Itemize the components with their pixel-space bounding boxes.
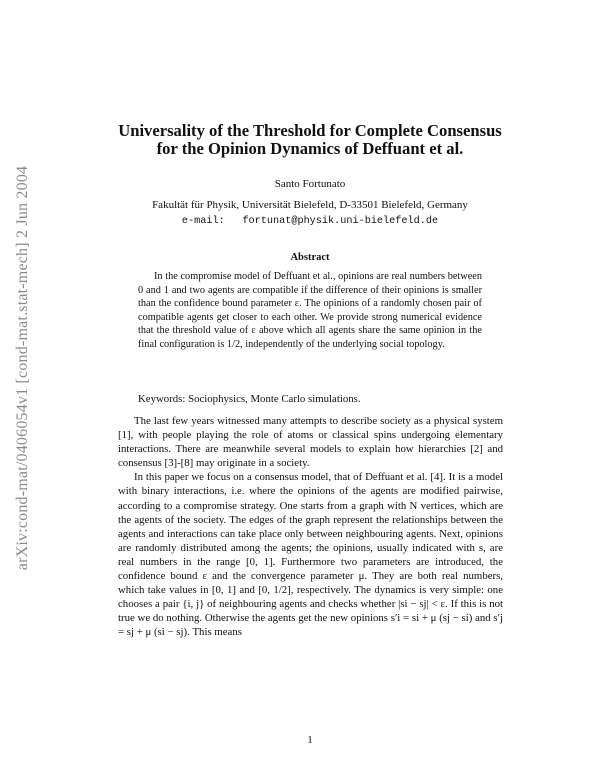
author-name: Santo Fortunato	[274, 178, 346, 190]
abstract-paragraph: In the compromise model of Deffuant et al., opinions are real numbers between 0 and 1 and two agents are compatible if the difference of their opinions is smaller than the confidence bound parameter ε. The opinions of a randomly chosen pair of compatible agents get closer to each other. We provide strong numerical evidence that the threshold value of ε above which all agents share the same opinion in the final configuration is 1/2, independently of the underlying social topology.	[138, 271, 482, 350]
affiliation: Fakultät für Physik, Universität Bielefeld, D-33501 Bielefeld, Germany	[152, 199, 468, 211]
abstract-heading: Abstract	[290, 252, 330, 263]
arxiv-sidebar	[6, 118, 40, 618]
keywords: Keywords: Sociophysics, Monte Carlo simulations.	[138, 393, 361, 405]
email-address[interactable]: fortunat@physik.uni-bielefeld.de	[242, 216, 439, 227]
page-number: 1	[307, 734, 313, 746]
body-text	[118, 414, 503, 640]
email-label: e-mail:	[181, 216, 225, 227]
title-line-2: for the Opinion Dynamics of Deffuant et al.	[156, 139, 464, 158]
body-paragraph-2: In this paper we focus on a consensus model, that of Deffuant et al. [4]. It is a model with binary interactions, i.e. where the opinions of the agents are modified pairwise, according to a compromise strategy. One starts from a graph with N vertices, which are the agents of the society. The edges of the graph represent the relationships between the agents and interactions can take place only between neighbouring agents. Next, opinions are randomly distributed among the agents; the opinions, usually indicated with s, are real numbers in the range [0, 1]. Furthermore two parameters are introduced, the confidence bound ε and the convergence parameter μ. They are both real numbers, which take values in [0, 1] and [0, 1/2], respectively. The dynamics is very simple: one chooses a pair {i, j} of neighbouring agents and checks whether |si − sj| < ε. If this is not true we do nothing. Otherwise the agents get the new opinions s′i = si + μ (sj − si) and s′j = sj + μ (si − sj). This means	[118, 471, 503, 639]
paper-title	[60, 122, 560, 158]
email-line	[60, 213, 560, 229]
abstract-text	[138, 270, 482, 352]
affiliation-block	[60, 198, 560, 229]
body-paragraph-1: The last few years witnessed many attempts to describe society as a physical system [1], with people playing the role of atoms or classical spins undergoing elementary interactions. There are meanwhile several models to explain how hierarchies [2] and consensus [3]-[8] may originate in a society.	[118, 415, 503, 470]
title-line-1: Universality of the Threshold for Complete Consensus	[118, 121, 502, 140]
arxiv-identifier[interactable]: arXiv:cond-mat/0406054v1 [cond-mat.stat-mech] 2 Jun 2004	[14, 165, 31, 571]
